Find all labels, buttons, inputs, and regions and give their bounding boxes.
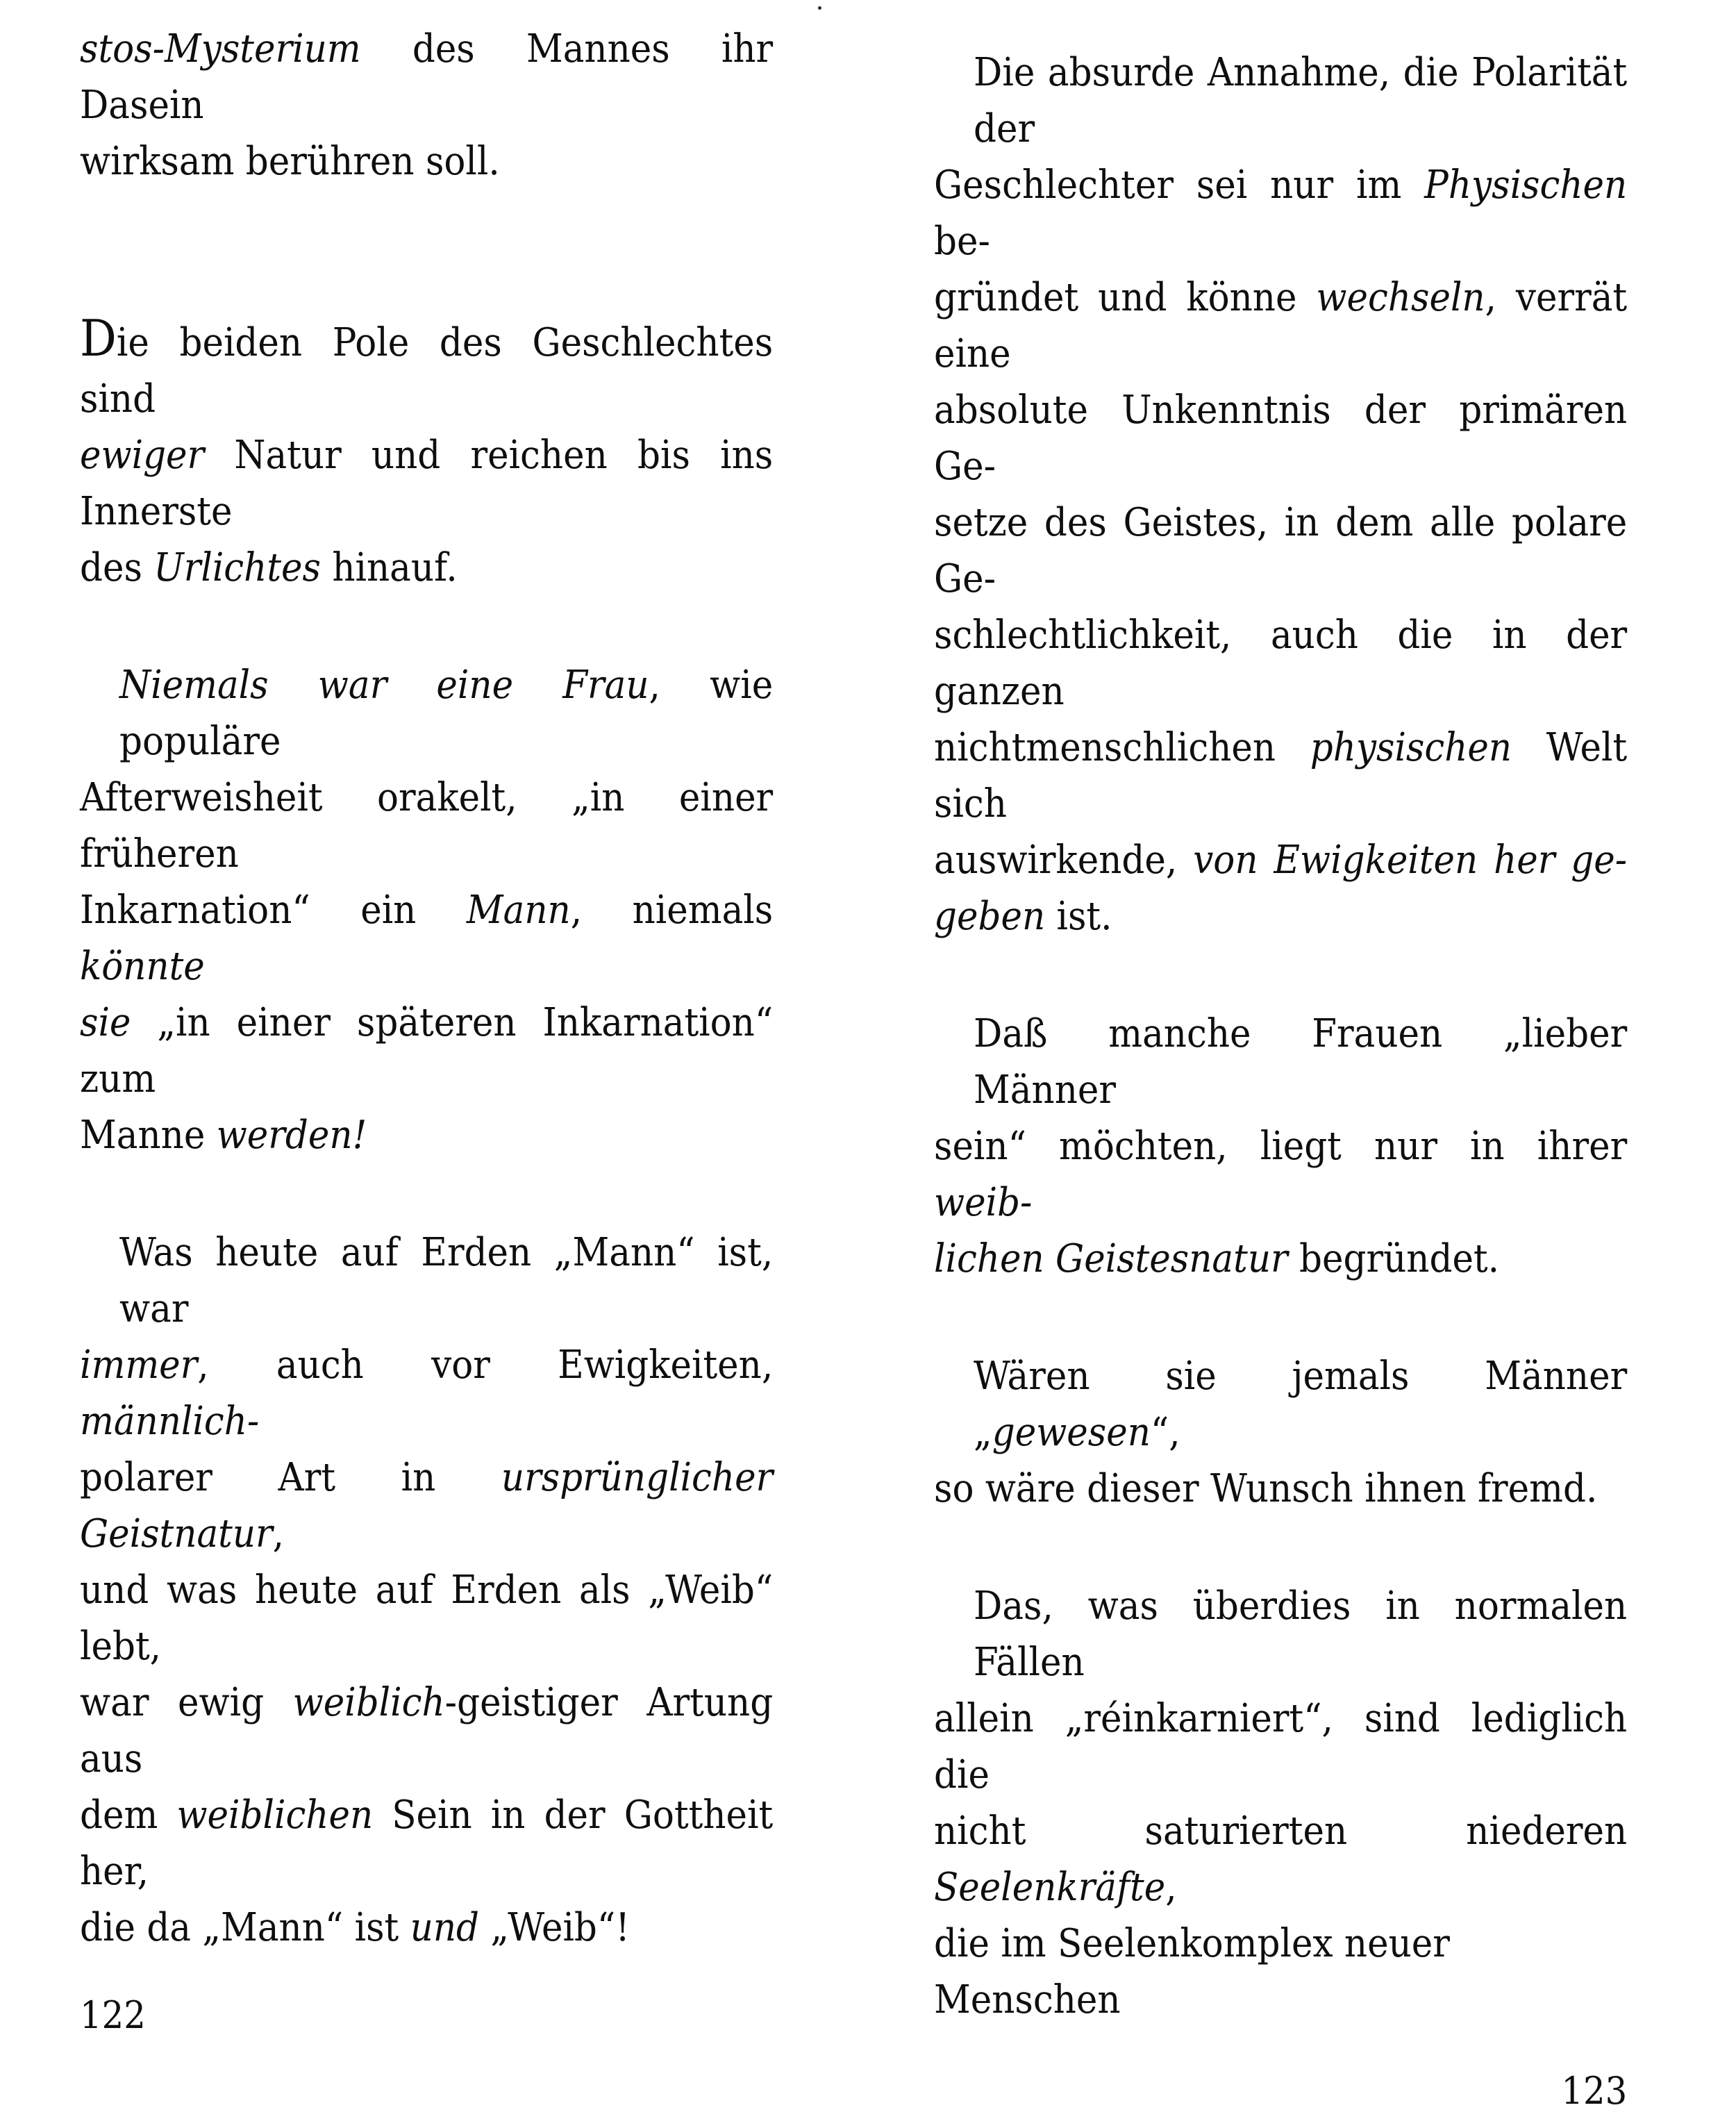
text-line: Manne werden! (80, 1113, 367, 1158)
text-line: des Urlichtes hinauf. (80, 545, 458, 590)
text-line: setze des Geistes, in dem alle polare Ge- (934, 500, 1628, 601)
page-right-text (934, 44, 1627, 2028)
text-line: polarer Art in ursprünglicher Geistnatur, (80, 1455, 774, 1556)
text-line: geben ist. (934, 894, 1112, 939)
text-line: wirksam berühren soll. (80, 139, 500, 184)
text-line: lichen Geistesnatur begründet. (934, 1236, 1500, 1281)
text-line: nicht saturierten niederen Seelenkräfte, (934, 1809, 1628, 1910)
paragraph (80, 1224, 773, 1956)
text-line: Die absurde Annahme, die Polarität der (974, 50, 1628, 151)
text-line: und was heute auf Erden als „Weib“ lebt, (80, 1568, 774, 1669)
text-line: nichtmenschlichen physischen Welt sich (934, 725, 1628, 826)
text-line: war ewig weiblich-geistiger Artung aus (80, 1680, 774, 1781)
paragraph (80, 657, 773, 1163)
paragraph (934, 1006, 1627, 1287)
text-line: die im Seelenkomplex neuer Menschen (934, 1921, 1450, 2022)
paragraph (934, 1348, 1627, 1517)
text-line: Die beiden Pole des Geschlechtes sind (80, 309, 774, 422)
text-line: Was heute auf Erden „Mann“ ist, war (119, 1230, 774, 1331)
text-line: auswirkende, von Ewigkeiten her ge- (934, 838, 1628, 883)
text-line: Niemals war eine Frau, wie populäre (119, 663, 774, 764)
page-number-right: 123 (1561, 2069, 1628, 2113)
text-line: immer, auch vor Ewigkeiten, männlich- (80, 1343, 774, 1444)
text-line: dem weiblichen Sein in der Gottheit her, (80, 1793, 774, 1894)
page-right (934, 44, 1627, 2119)
paragraph (934, 44, 1627, 945)
paragraph (80, 309, 774, 596)
text-line: schlechtlichkeit, auch die in der ganzen (934, 613, 1628, 714)
page-number-left: 122 (80, 1993, 146, 2037)
text-line: gründet und könne wechseln, verrät eine (934, 275, 1628, 376)
text-line: absolute Unkenntnis der primären Ge- (934, 388, 1628, 489)
text-line: Afterweisheit orakelt, „in einer früheren (80, 775, 774, 876)
text-line: Das, was überdies in normalen Fällen (974, 1584, 1628, 1685)
text-line: Wären sie jemals Männer „gewesen“, (974, 1354, 1628, 1455)
text-line: Daß manche Frauen „lieber Männer (974, 1011, 1628, 1113)
text-line: so wäre dieser Wunsch ihnen fremd. (934, 1466, 1598, 1511)
text-line: Inkarnation“ ein Mann, niemals könnte (80, 888, 774, 989)
paragraph (934, 1578, 1627, 2028)
page-left (80, 21, 773, 2043)
scan-artifact-dot (818, 6, 821, 10)
text-line: die da „Mann“ ist und „Weib“! (80, 1905, 630, 1950)
text-line: stos-Mysterium des Mannes ihr Dasein (80, 26, 774, 128)
page-left-text (80, 21, 773, 1956)
paragraph (80, 21, 773, 190)
text-line: sie „in einer späteren Inkarnation“ zum (80, 1000, 774, 1102)
text-line: sein“ möchten, liegt nur in ihrer weib- (934, 1124, 1628, 1225)
text-line: Geschlechter sei nur im Physischen be- (934, 163, 1628, 264)
text-line: ewiger Natur und reichen bis ins Innerste (80, 433, 774, 534)
text-line: allein „réinkarniert“, sind lediglich die (934, 1696, 1628, 1797)
